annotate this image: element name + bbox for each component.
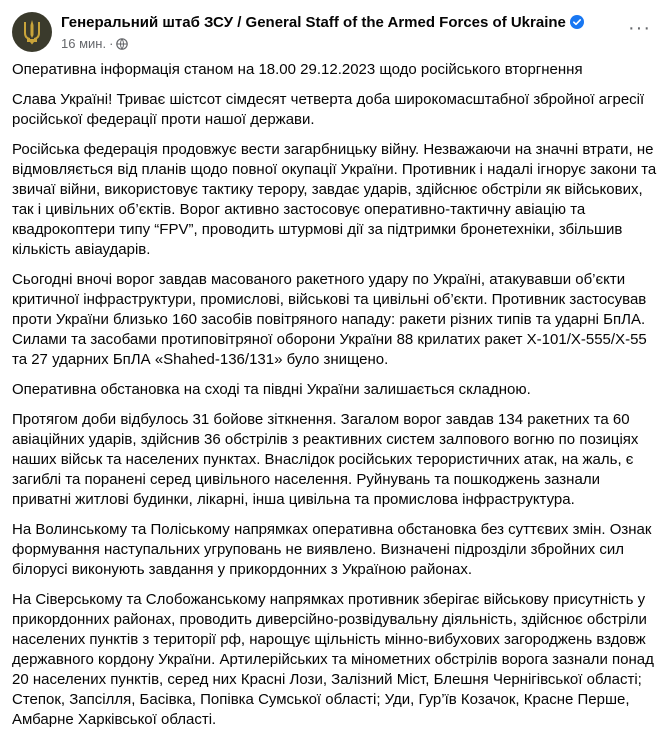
post-paragraph-2: Слава Україні! Триває шістсот сімдесят четверта доба широкомасштабної збройної агресії російської федерації проти нашої держави.: [12, 91, 645, 128]
post-paragraph-6: Протягом доби відбулось 31 бойове зіткнення. Загалом ворог завдав 134 ракетних та 60 авіаційних ударів, здійснив 36 обстрілів з реактивних систем залпового вогню по позиціях наших військ та населених пунктах. Внаслідок російських терористичних атак, на жаль, є загиблі та поранені серед цивільного населення. Руйнувань та пошкоджень зазнали приватні житлові будинки, лікарні, інша цивільна та промислова інфраструктура.: [12, 411, 639, 508]
post-paragraph-7: На Волинському та Поліському напрямках оперативна обстановка без суттєвих змін. Ознак формування наступальних угруповань не виявлено. Визначені підрозділи збройних сил білорусі виконують завдання у прикордонних з Україною районах.: [12, 521, 652, 578]
post-body: [12, 60, 657, 740]
post-timestamp[interactable]: 16 мин.: [61, 36, 107, 51]
post-paragraph-8: На Сіверському та Слобожанському напрямках противник зберігає військову присутність у прикордонних районах, проводить диверсійно-розвідувальну діяльність, здійснює обстріли населених пунктів з території рф, нарощує щільність мінно-вибухових загороджень вздовж державного кордону України. Артилерійських та мінометних обстрілів ворога зазнали понад 20 населених пунктів, серед них Красні Лози, Залізний Міст, Блешня Чернігівської області; Степок, Запсілля, Басівка, Попівка Сумської області; Уди, Гур’їв Козачок, Красне Перше, Амбарне Харківської області.: [12, 591, 654, 728]
author-name[interactable]: Генеральний штаб ЗСУ / General Staff of the Armed Forces of Ukraine: [61, 14, 566, 31]
more-options-icon[interactable]: ···: [628, 17, 651, 39]
trident-emblem-icon: [21, 19, 43, 45]
globe-icon[interactable]: [116, 38, 128, 53]
post-paragraph-4: Сьогодні вночі ворог завдав масованого ракетного удару по Україні, атакувавши об’єкти критичної інфраструктури, промислові, військові та цивільні об’єкти. Противник застосував проти України близько 160 засобів повітряного нападу: ракети різних типів та ударні БпЛА. Силами та засобами протиповітряної оборони України 88 крилатих ракет Х-101/Х-555/Х-55 та 27 ударних БпЛА «Shahed-136/131» було знищено.: [12, 271, 647, 368]
post-paragraph-3: Російська федерація продовжує вести загарбницьку війну. Незважаючи на значні втрати, не відмовляється від планів щодо повної окупації України. Противник і надалі ігнорує закони та звичаї війни, використовує тактику терору, завдає ударів, здійснює обстріли як військових, так і цивільних об’єктів. Ворог активно застосовує оперативно-тактичну авіацію та квадрокоптери типу “FPV”, проводить штурмові дії за підтримки бронетехніки, збільшив кількість авіаударів.: [12, 141, 657, 258]
post-paragraph-1: Оперативна інформація станом на 18.00 29.12.2023 щодо російського вторгнення: [12, 61, 583, 78]
post-meta: [61, 36, 128, 53]
post-paragraph-5: Оперативна обстановка на сході та півдні України залишається складною.: [12, 381, 531, 398]
post-header: [12, 10, 653, 54]
page-avatar[interactable]: [12, 12, 52, 52]
meta-separator: ·: [109, 36, 114, 51]
page-name-link[interactable]: [61, 14, 584, 33]
verified-badge-icon: [570, 15, 584, 33]
